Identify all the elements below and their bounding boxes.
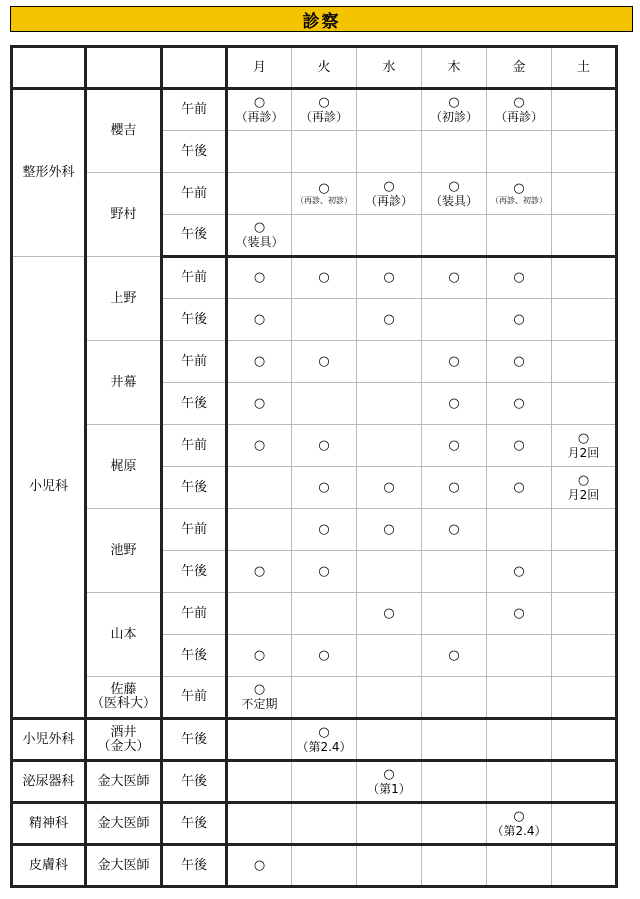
ampm-cell: 午後	[162, 131, 227, 173]
schedule-cell	[227, 173, 292, 215]
schedule-cell	[227, 341, 292, 383]
doctor-cell	[86, 677, 162, 719]
schedule-cell	[357, 131, 422, 173]
available-mark: ○	[253, 311, 266, 327]
schedule-cell	[422, 677, 487, 719]
available-mark: ○	[577, 472, 590, 488]
cell-note: 不定期	[241, 697, 278, 711]
cell-note: 月2回	[567, 487, 600, 502]
cell-note: （再診）	[364, 193, 413, 208]
cell-note: （再診、初診）	[296, 195, 352, 205]
schedule-cell	[487, 635, 552, 677]
available-mark: ○	[253, 395, 266, 411]
available-mark: ○	[448, 437, 460, 453]
doctor-cell: 金大医師	[86, 761, 162, 803]
schedule-cell	[227, 509, 292, 551]
schedule-cell	[487, 845, 552, 887]
schedule-cell	[422, 173, 487, 215]
ampm-cell: 午後	[162, 719, 227, 761]
available-mark: ○	[318, 647, 330, 663]
schedule-cell	[487, 803, 552, 845]
schedule-cell	[227, 467, 292, 509]
table-row	[12, 173, 617, 215]
department-cell: 泌尿器科	[12, 761, 86, 803]
department-cell: 皮膚科	[12, 845, 86, 887]
ampm-cell: 午後	[162, 467, 227, 509]
available-mark: ○	[253, 682, 266, 697]
available-mark: ○	[318, 270, 330, 285]
doctor-cell: 山本	[86, 593, 162, 677]
schedule-cell	[292, 341, 357, 383]
doctor-cell: 池野	[86, 509, 162, 593]
schedule-cell	[422, 761, 487, 803]
available-mark: ○	[513, 353, 525, 369]
schedule-cell	[227, 803, 292, 845]
schedule-cell	[227, 383, 292, 425]
ampm-cell: 午前	[162, 509, 227, 551]
schedule-cell	[227, 89, 292, 131]
ampm-cell: 午後	[162, 761, 227, 803]
ampm-cell: 午前	[162, 677, 227, 719]
schedule-cell	[357, 257, 422, 299]
schedule-cell	[422, 215, 487, 257]
schedule-cell	[422, 131, 487, 173]
schedule-cell	[422, 845, 487, 887]
day-header-wed: 水	[357, 47, 422, 89]
schedule-cell	[292, 593, 357, 635]
ampm-cell: 午後	[162, 383, 227, 425]
schedule-cell	[357, 299, 422, 341]
schedule-cell	[552, 761, 617, 803]
doctor-cell: 野村	[86, 173, 162, 257]
schedule-cell	[552, 425, 617, 467]
schedule-cell	[422, 719, 487, 761]
day-header-tue: 火	[292, 47, 357, 89]
available-mark: ○	[318, 353, 330, 369]
schedule-cell	[357, 383, 422, 425]
schedule-cell	[227, 215, 292, 257]
schedule-cell	[552, 341, 617, 383]
available-mark: ○	[513, 311, 525, 327]
day-header-thu: 木	[422, 47, 487, 89]
schedule-cell	[487, 341, 552, 383]
schedule-table	[10, 45, 618, 888]
schedule-cell	[292, 677, 357, 719]
schedule-cell	[422, 425, 487, 467]
schedule-cell	[422, 89, 487, 131]
schedule-cell	[357, 845, 422, 887]
table-row	[12, 803, 617, 845]
ampm-cell: 午前	[162, 593, 227, 635]
schedule-cell	[552, 719, 617, 761]
schedule-cell	[227, 131, 292, 173]
doctor-cell: 金大医師	[86, 803, 162, 845]
schedule-cell	[227, 761, 292, 803]
schedule-cell	[552, 635, 617, 677]
doctor-cell: 金大医師	[86, 845, 162, 887]
cell-note: （再診）	[299, 110, 348, 124]
ampm-cell: 午後	[162, 215, 227, 257]
doctor-cell: 井幕	[86, 341, 162, 425]
header-row	[12, 47, 617, 89]
schedule-cell	[487, 551, 552, 593]
doctor-cell: 上野	[86, 257, 162, 341]
available-mark: ○	[318, 724, 330, 740]
schedule-cell	[357, 467, 422, 509]
schedule-cell	[357, 551, 422, 593]
schedule-cell	[422, 257, 487, 299]
available-mark: ○	[448, 178, 460, 194]
schedule-cell	[357, 173, 422, 215]
schedule-cell	[227, 299, 292, 341]
schedule-cell	[292, 467, 357, 509]
ampm-cell: 午前	[162, 89, 227, 131]
available-mark: ○	[253, 353, 266, 369]
schedule-cell	[227, 677, 292, 719]
schedule-cell	[552, 845, 617, 887]
schedule-cell	[487, 257, 552, 299]
available-mark: ○	[513, 180, 525, 196]
available-mark: ○	[448, 270, 460, 285]
available-mark: ○	[513, 563, 525, 579]
ampm-cell: 午前	[162, 341, 227, 383]
table-row	[12, 89, 617, 131]
schedule-cell	[227, 257, 292, 299]
available-mark: ○	[513, 395, 525, 411]
available-mark: ○	[253, 220, 266, 235]
schedule-cell	[552, 257, 617, 299]
schedule-cell	[292, 761, 357, 803]
schedule-cell	[357, 89, 422, 131]
day-header-fri: 金	[487, 47, 552, 89]
schedule-cell	[487, 173, 552, 215]
available-mark: ○	[253, 95, 266, 110]
schedule-cell	[552, 299, 617, 341]
schedule-cell	[292, 803, 357, 845]
schedule-cell	[487, 509, 552, 551]
available-mark: ○	[318, 563, 330, 579]
available-mark: ○	[448, 353, 460, 369]
schedule-cell	[422, 551, 487, 593]
available-mark: ○	[448, 395, 460, 411]
schedule-cell	[422, 803, 487, 845]
available-mark: ○	[318, 479, 330, 495]
available-mark: ○	[383, 766, 395, 782]
schedule-cell	[357, 761, 422, 803]
schedule-cell	[487, 299, 552, 341]
available-mark: ○	[513, 479, 525, 495]
cell-note: 月2回	[567, 445, 600, 460]
ampm-cell: 午前	[162, 425, 227, 467]
title-banner	[10, 6, 633, 32]
cell-note: （再診）	[494, 110, 543, 124]
cell-note: （再診）	[235, 110, 284, 124]
schedule-cell	[552, 593, 617, 635]
schedule-cell	[292, 425, 357, 467]
available-mark: ○	[448, 647, 460, 663]
available-mark: ○	[448, 521, 460, 537]
schedule-cell	[552, 509, 617, 551]
department-cell: 精神科	[12, 803, 86, 845]
schedule-cell	[552, 803, 617, 845]
schedule-cell	[357, 803, 422, 845]
doctor-name: 酒井	[110, 724, 137, 740]
schedule-cell	[422, 593, 487, 635]
schedule-cell	[422, 341, 487, 383]
schedule-cell	[227, 635, 292, 677]
schedule-cell	[552, 89, 617, 131]
table-row	[12, 845, 617, 887]
table-row	[12, 593, 617, 635]
doctor-cell: 梶原	[86, 425, 162, 509]
available-mark: ○	[253, 270, 266, 285]
cell-note: （初診）	[429, 110, 478, 124]
schedule-cell	[487, 131, 552, 173]
cell-note: （第1）	[367, 781, 411, 796]
available-mark: ○	[253, 647, 266, 663]
schedule-cell	[552, 383, 617, 425]
cell-note: （第2.4）	[296, 739, 352, 754]
schedule-cell	[487, 719, 552, 761]
schedule-cell	[487, 761, 552, 803]
ampm-cell: 午前	[162, 173, 227, 215]
ampm-cell: 午後	[162, 803, 227, 845]
available-mark: ○	[513, 437, 525, 453]
cell-note: （第2.4）	[491, 823, 547, 838]
schedule-cell	[357, 635, 422, 677]
schedule-cell	[292, 89, 357, 131]
available-mark: ○	[318, 95, 330, 110]
table-row	[12, 761, 617, 803]
doctor-cell: 櫻吉	[86, 89, 162, 173]
schedule-cell	[292, 173, 357, 215]
doctor-name: 佐藤	[110, 682, 137, 697]
schedule-cell	[357, 509, 422, 551]
schedule-cell	[357, 215, 422, 257]
table-row	[12, 677, 617, 719]
available-mark: ○	[513, 270, 525, 285]
available-mark: ○	[253, 563, 266, 579]
schedule-cell	[552, 551, 617, 593]
schedule-cell	[552, 677, 617, 719]
available-mark: ○	[383, 479, 395, 495]
table-row	[12, 257, 617, 299]
schedule-cell	[227, 593, 292, 635]
available-mark: ○	[448, 95, 460, 110]
ampm-cell: 午後	[162, 845, 227, 887]
schedule-cell	[552, 131, 617, 173]
doctor-affiliation: （医科大）	[90, 696, 156, 711]
header-blank	[86, 47, 162, 89]
available-mark: ○	[383, 605, 395, 621]
schedule-cell	[422, 635, 487, 677]
header-blank	[162, 47, 227, 89]
schedule-cell	[292, 383, 357, 425]
schedule-cell	[422, 299, 487, 341]
schedule-cell	[487, 215, 552, 257]
ampm-cell: 午後	[162, 635, 227, 677]
schedule-cell	[292, 635, 357, 677]
available-mark: ○	[513, 605, 525, 621]
schedule-cell	[227, 719, 292, 761]
department-cell: 整形外科	[12, 89, 86, 257]
available-mark: ○	[318, 180, 330, 196]
table-row	[12, 509, 617, 551]
cell-note: （装具）	[235, 235, 284, 249]
day-header-mon: 月	[227, 47, 292, 89]
day-header-sat: 土	[552, 47, 617, 89]
available-mark: ○	[383, 521, 395, 537]
schedule-cell	[292, 131, 357, 173]
available-mark: ○	[318, 521, 330, 537]
schedule-cell	[552, 467, 617, 509]
schedule-cell	[552, 173, 617, 215]
schedule-cell	[227, 845, 292, 887]
available-mark: ○	[383, 178, 395, 194]
doctor-cell	[86, 719, 162, 761]
available-mark: ○	[448, 479, 460, 495]
schedule-cell	[552, 215, 617, 257]
table-row	[12, 425, 617, 467]
department-cell: 小児科	[12, 257, 86, 719]
ampm-cell: 午後	[162, 299, 227, 341]
schedule-cell	[357, 425, 422, 467]
table-row	[12, 341, 617, 383]
available-mark: ○	[253, 437, 266, 453]
schedule-cell	[227, 425, 292, 467]
table-row	[12, 719, 617, 761]
header-blank	[12, 47, 86, 89]
page-title: 診察	[302, 11, 341, 32]
available-mark: ○	[383, 270, 395, 285]
schedule-cell	[292, 257, 357, 299]
schedule-cell	[292, 299, 357, 341]
schedule-cell	[422, 509, 487, 551]
available-mark: ○	[383, 311, 395, 327]
doctor-affiliation: （金大）	[97, 738, 150, 754]
schedule-cell	[292, 509, 357, 551]
schedule-cell	[422, 383, 487, 425]
available-mark: ○	[253, 857, 266, 873]
ampm-cell: 午後	[162, 551, 227, 593]
cell-note: （装具）	[429, 193, 478, 208]
schedule-cell	[292, 719, 357, 761]
schedule-cell	[357, 341, 422, 383]
schedule-cell	[487, 383, 552, 425]
schedule-cell	[292, 845, 357, 887]
schedule-cell	[357, 719, 422, 761]
ampm-cell: 午前	[162, 257, 227, 299]
schedule-cell	[422, 467, 487, 509]
available-mark: ○	[577, 430, 590, 446]
available-mark: ○	[513, 808, 525, 824]
schedule-cell	[487, 593, 552, 635]
schedule-cell	[487, 425, 552, 467]
available-mark: ○	[318, 437, 330, 453]
schedule-cell	[357, 593, 422, 635]
available-mark: ○	[513, 95, 525, 110]
department-cell: 小児外科	[12, 719, 86, 761]
schedule-cell	[357, 677, 422, 719]
schedule-cell	[292, 215, 357, 257]
cell-note: （再診、初診）	[491, 195, 547, 205]
schedule-cell	[227, 551, 292, 593]
schedule-cell	[487, 677, 552, 719]
schedule-cell	[487, 467, 552, 509]
schedule-cell	[292, 551, 357, 593]
schedule-cell	[487, 89, 552, 131]
